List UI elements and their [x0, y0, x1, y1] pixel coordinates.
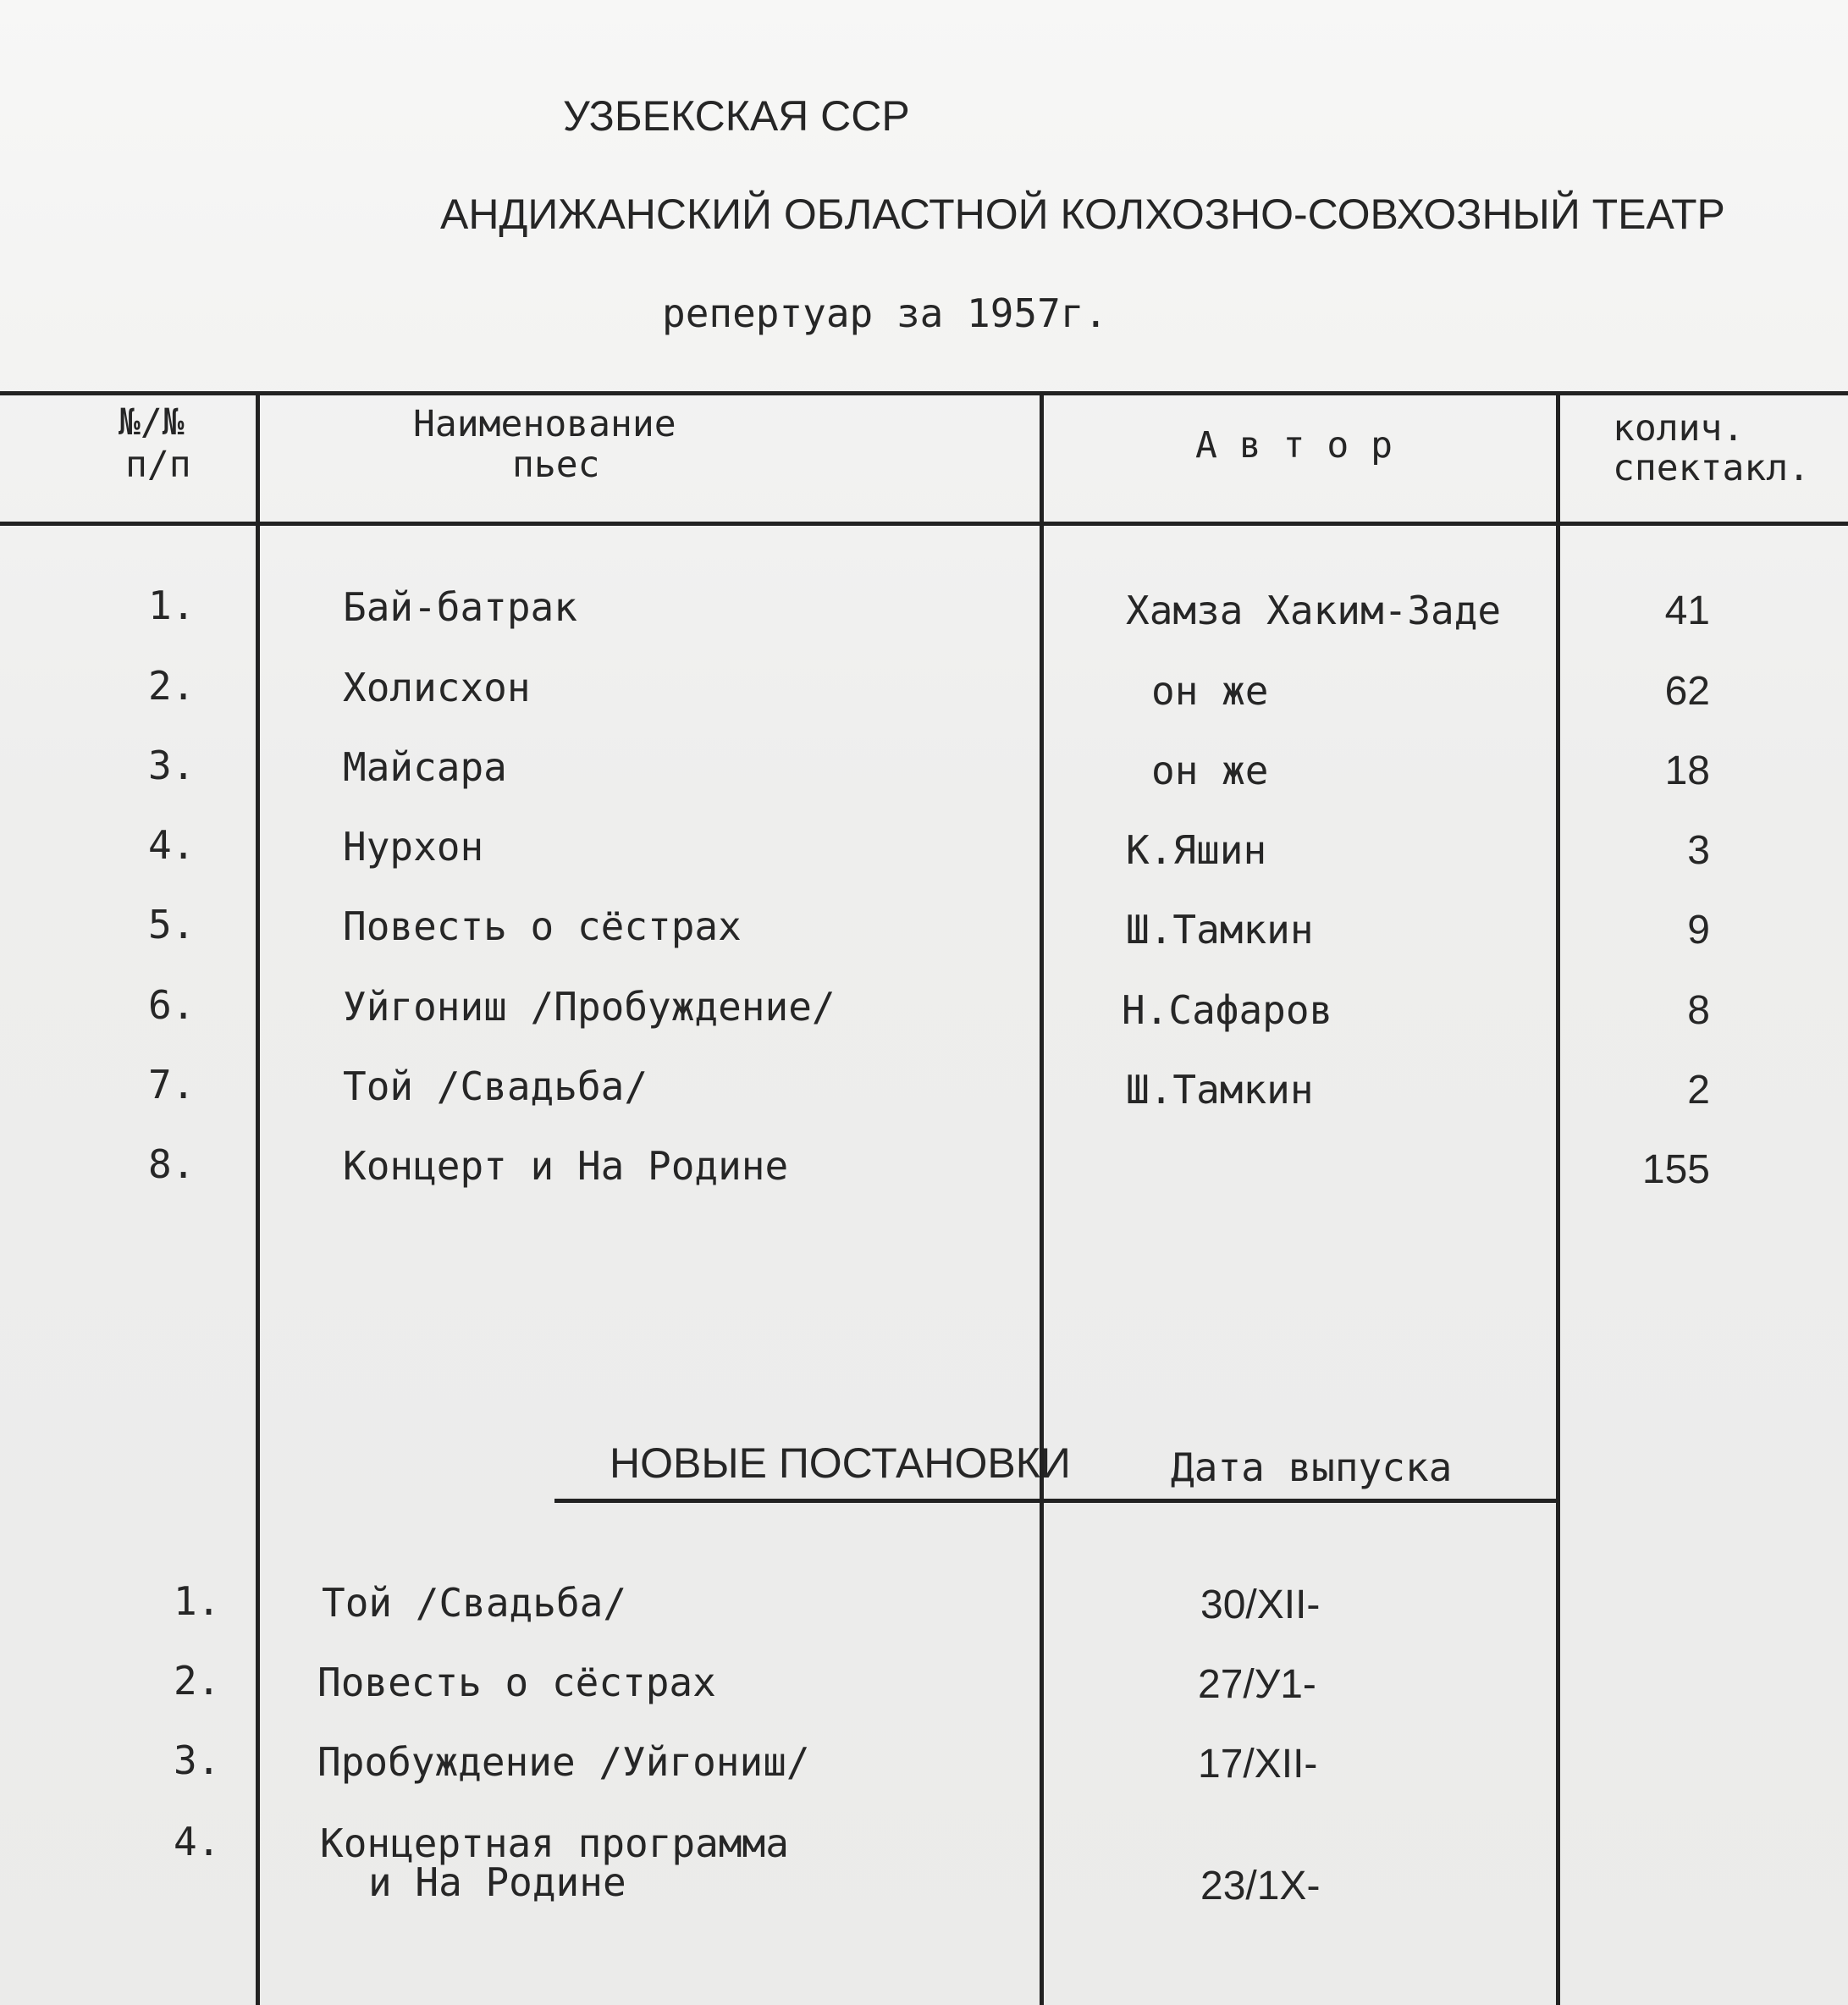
title-repertoire: репертуар за 1957г.: [662, 290, 1108, 336]
row-author: он же: [1151, 748, 1269, 793]
release-date-heading: Дата выпуска: [1171, 1444, 1453, 1490]
column-divider-1: [256, 391, 260, 2005]
row-title: Нурхон: [343, 824, 484, 870]
row-author: он же: [1151, 668, 1269, 714]
row-number: 8.: [148, 1141, 196, 1187]
row-count: 62: [1664, 669, 1710, 714]
production-date: 27/У1-: [1198, 1662, 1316, 1707]
production-date: 17/ХII-: [1198, 1742, 1318, 1787]
row-number: 6.: [148, 982, 196, 1028]
row-title: Уйгониш /Пробуждение/: [343, 984, 836, 1030]
row-title: Той /Свадьба/: [343, 1063, 648, 1109]
production-date: 23/1Х-: [1200, 1864, 1321, 1908]
row-count: 3: [1687, 828, 1710, 873]
row-author: К.Яшин: [1126, 827, 1267, 873]
production-title-continued: и На Родине: [368, 1859, 626, 1905]
header-title-line1: Наименование: [413, 403, 676, 445]
table-header-rule: [0, 522, 1848, 526]
row-author: Хамза Хаким-Заде: [1126, 588, 1502, 633]
row-author: Н.Сафаров: [1122, 987, 1333, 1033]
new-productions-rule: [554, 1499, 1560, 1503]
row-count: 41: [1664, 588, 1710, 633]
table-top-rule: [0, 391, 1848, 395]
production-number: 1.: [174, 1578, 221, 1624]
row-number: 1.: [148, 583, 196, 628]
header-author: А в т о р: [1195, 424, 1393, 467]
production-number: 2.: [174, 1658, 221, 1704]
production-title: Той /Свадьба/: [322, 1580, 627, 1626]
row-number: 3.: [148, 743, 196, 788]
row-count: 9: [1687, 908, 1710, 953]
production-number: 3.: [174, 1737, 221, 1783]
header-count-line1: колич.: [1613, 407, 1745, 450]
row-count: 18: [1664, 748, 1710, 793]
production-title: Концертная программа: [320, 1820, 789, 1866]
row-number: 4.: [148, 822, 196, 868]
row-title: Концерт и На Родине: [343, 1143, 789, 1189]
header-number-line2: п/п: [125, 444, 191, 486]
production-title: Повесть о сёстрах: [317, 1660, 716, 1705]
row-author: Ш.Тамкин: [1126, 1067, 1314, 1113]
row-title: Холисхон: [343, 665, 531, 710]
row-count: 155: [1641, 1147, 1710, 1192]
title-republic: УЗБЕКСКАЯ ССР: [563, 92, 910, 140]
production-number: 4.: [174, 1819, 221, 1864]
row-count: 8: [1687, 988, 1710, 1033]
title-theatre: АНДИЖАНСКИЙ ОБЛАСТНОЙ КОЛХОЗНО-СОВХОЗНЫЙ ТЕАТР: [440, 191, 1725, 238]
new-productions-heading: НОВЫЕ ПОСТАНОВКИ: [610, 1439, 1071, 1487]
column-divider-2: [1040, 391, 1044, 2005]
row-number: 2.: [148, 663, 196, 709]
row-number: 7.: [148, 1062, 196, 1107]
row-count: 2: [1687, 1068, 1710, 1113]
production-title: Пробуждение /Уйгониш/: [317, 1739, 810, 1785]
row-title: Повесть о сёстрах: [343, 903, 742, 949]
header-number-line1: №/№: [119, 401, 185, 444]
row-number: 5.: [148, 902, 196, 947]
header-title-line2: пьес: [512, 444, 600, 486]
row-author: Ш.Тамкин: [1126, 907, 1314, 953]
row-title: Майсара: [343, 744, 507, 790]
header-count-line2: спектакл.: [1613, 447, 1810, 489]
row-title: Бай-батрак: [343, 584, 577, 630]
column-divider-3: [1556, 391, 1560, 2005]
production-date: 30/ХII-: [1200, 1582, 1321, 1627]
